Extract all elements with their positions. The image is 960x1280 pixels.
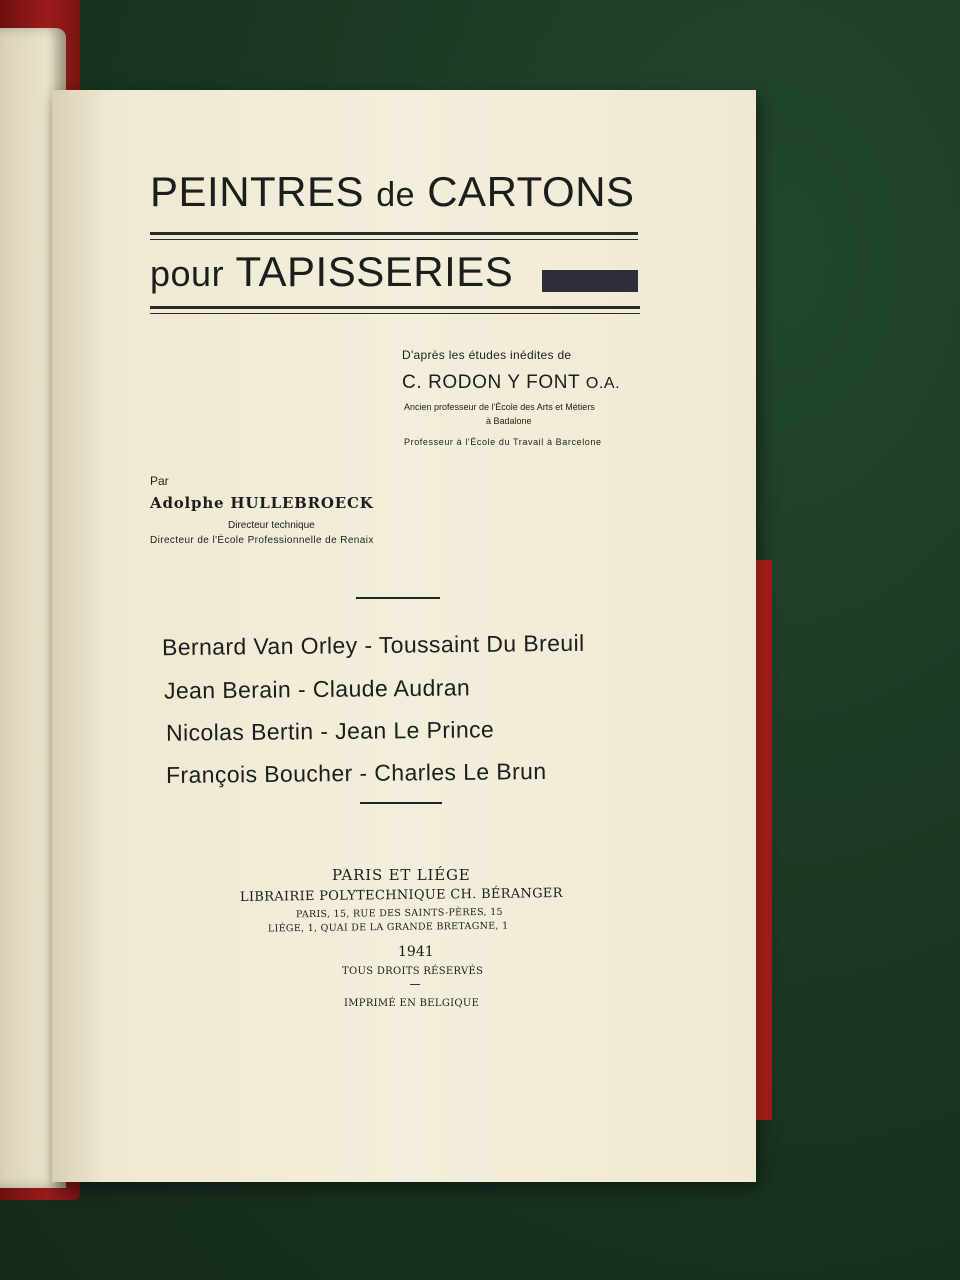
by-label: Par: [150, 474, 169, 488]
title-rule: [150, 232, 638, 235]
source-author: [402, 372, 620, 394]
title-word-de: de: [376, 176, 416, 214]
title-rule-thin: [150, 239, 638, 240]
title-word-cartons: CARTONS: [427, 168, 635, 215]
source-author-honor: O.A.: [585, 375, 621, 392]
imprint-publisher: LIBRAIRIE POLYTECHNIQUE CH. BÉRANGER: [239, 886, 563, 905]
author-title-1: Directeur technique: [228, 520, 315, 531]
title-line-2: [150, 248, 513, 296]
source-role-2: Professeur à l'École du Travail à Barcelone: [404, 437, 602, 447]
title-rule-2-thin: [150, 313, 640, 314]
painters-line-3: Nicolas Bertin - Jean Le Prince: [165, 716, 495, 746]
imprint-address-liege: LIÉGE, 1, QUAI DE LA GRANDE BRETAGNE, 1: [267, 920, 509, 935]
imprint-dash: [410, 984, 420, 985]
imprint-rights: TOUS DROITS RÉSERVÉS: [342, 966, 484, 977]
title-word-pour: pour: [150, 253, 225, 294]
painters-line-1: Bernard Van Orley - Toussaint Du Breuil: [161, 629, 585, 661]
imprint-printed: IMPRIMÉ EN BELGIQUE: [344, 998, 480, 1009]
author-lastname: HULLEBROECK: [230, 494, 374, 512]
source-intro: D'après les études inédites de: [402, 348, 572, 362]
source-role-1-place: à Badalone: [486, 416, 532, 426]
title-word-peintres: PEINTRES: [150, 168, 365, 215]
title-rule-2: [150, 306, 640, 309]
author-name: [150, 494, 374, 512]
title-ornament-bar: [542, 270, 638, 292]
painters-line-2: Jean Berain - Claude Audran: [163, 674, 471, 704]
author-title-2: Directeur de l'École Professionnelle de Renaix: [150, 535, 374, 546]
imprint-cities: PARIS ET LIÉGE: [332, 866, 471, 884]
source-author-name: C. RODON Y FONT: [402, 372, 580, 393]
separator-top: [356, 597, 440, 599]
source-role-1: Ancien professeur de l'École des Arts et Métiers: [404, 402, 595, 412]
title-word-tapisseries: TAPISSERIES: [235, 248, 514, 295]
painters-line-4: François Boucher - Charles Le Brun: [165, 758, 547, 788]
author-firstname: Adolphe: [150, 494, 225, 512]
imprint-year: 1941: [398, 944, 434, 960]
title-line-1: [150, 168, 635, 216]
imprint-address-paris: PARIS, 15, RUE DES SAINTS-PÈRES, 15: [295, 906, 503, 921]
separator-bottom: [360, 802, 442, 804]
